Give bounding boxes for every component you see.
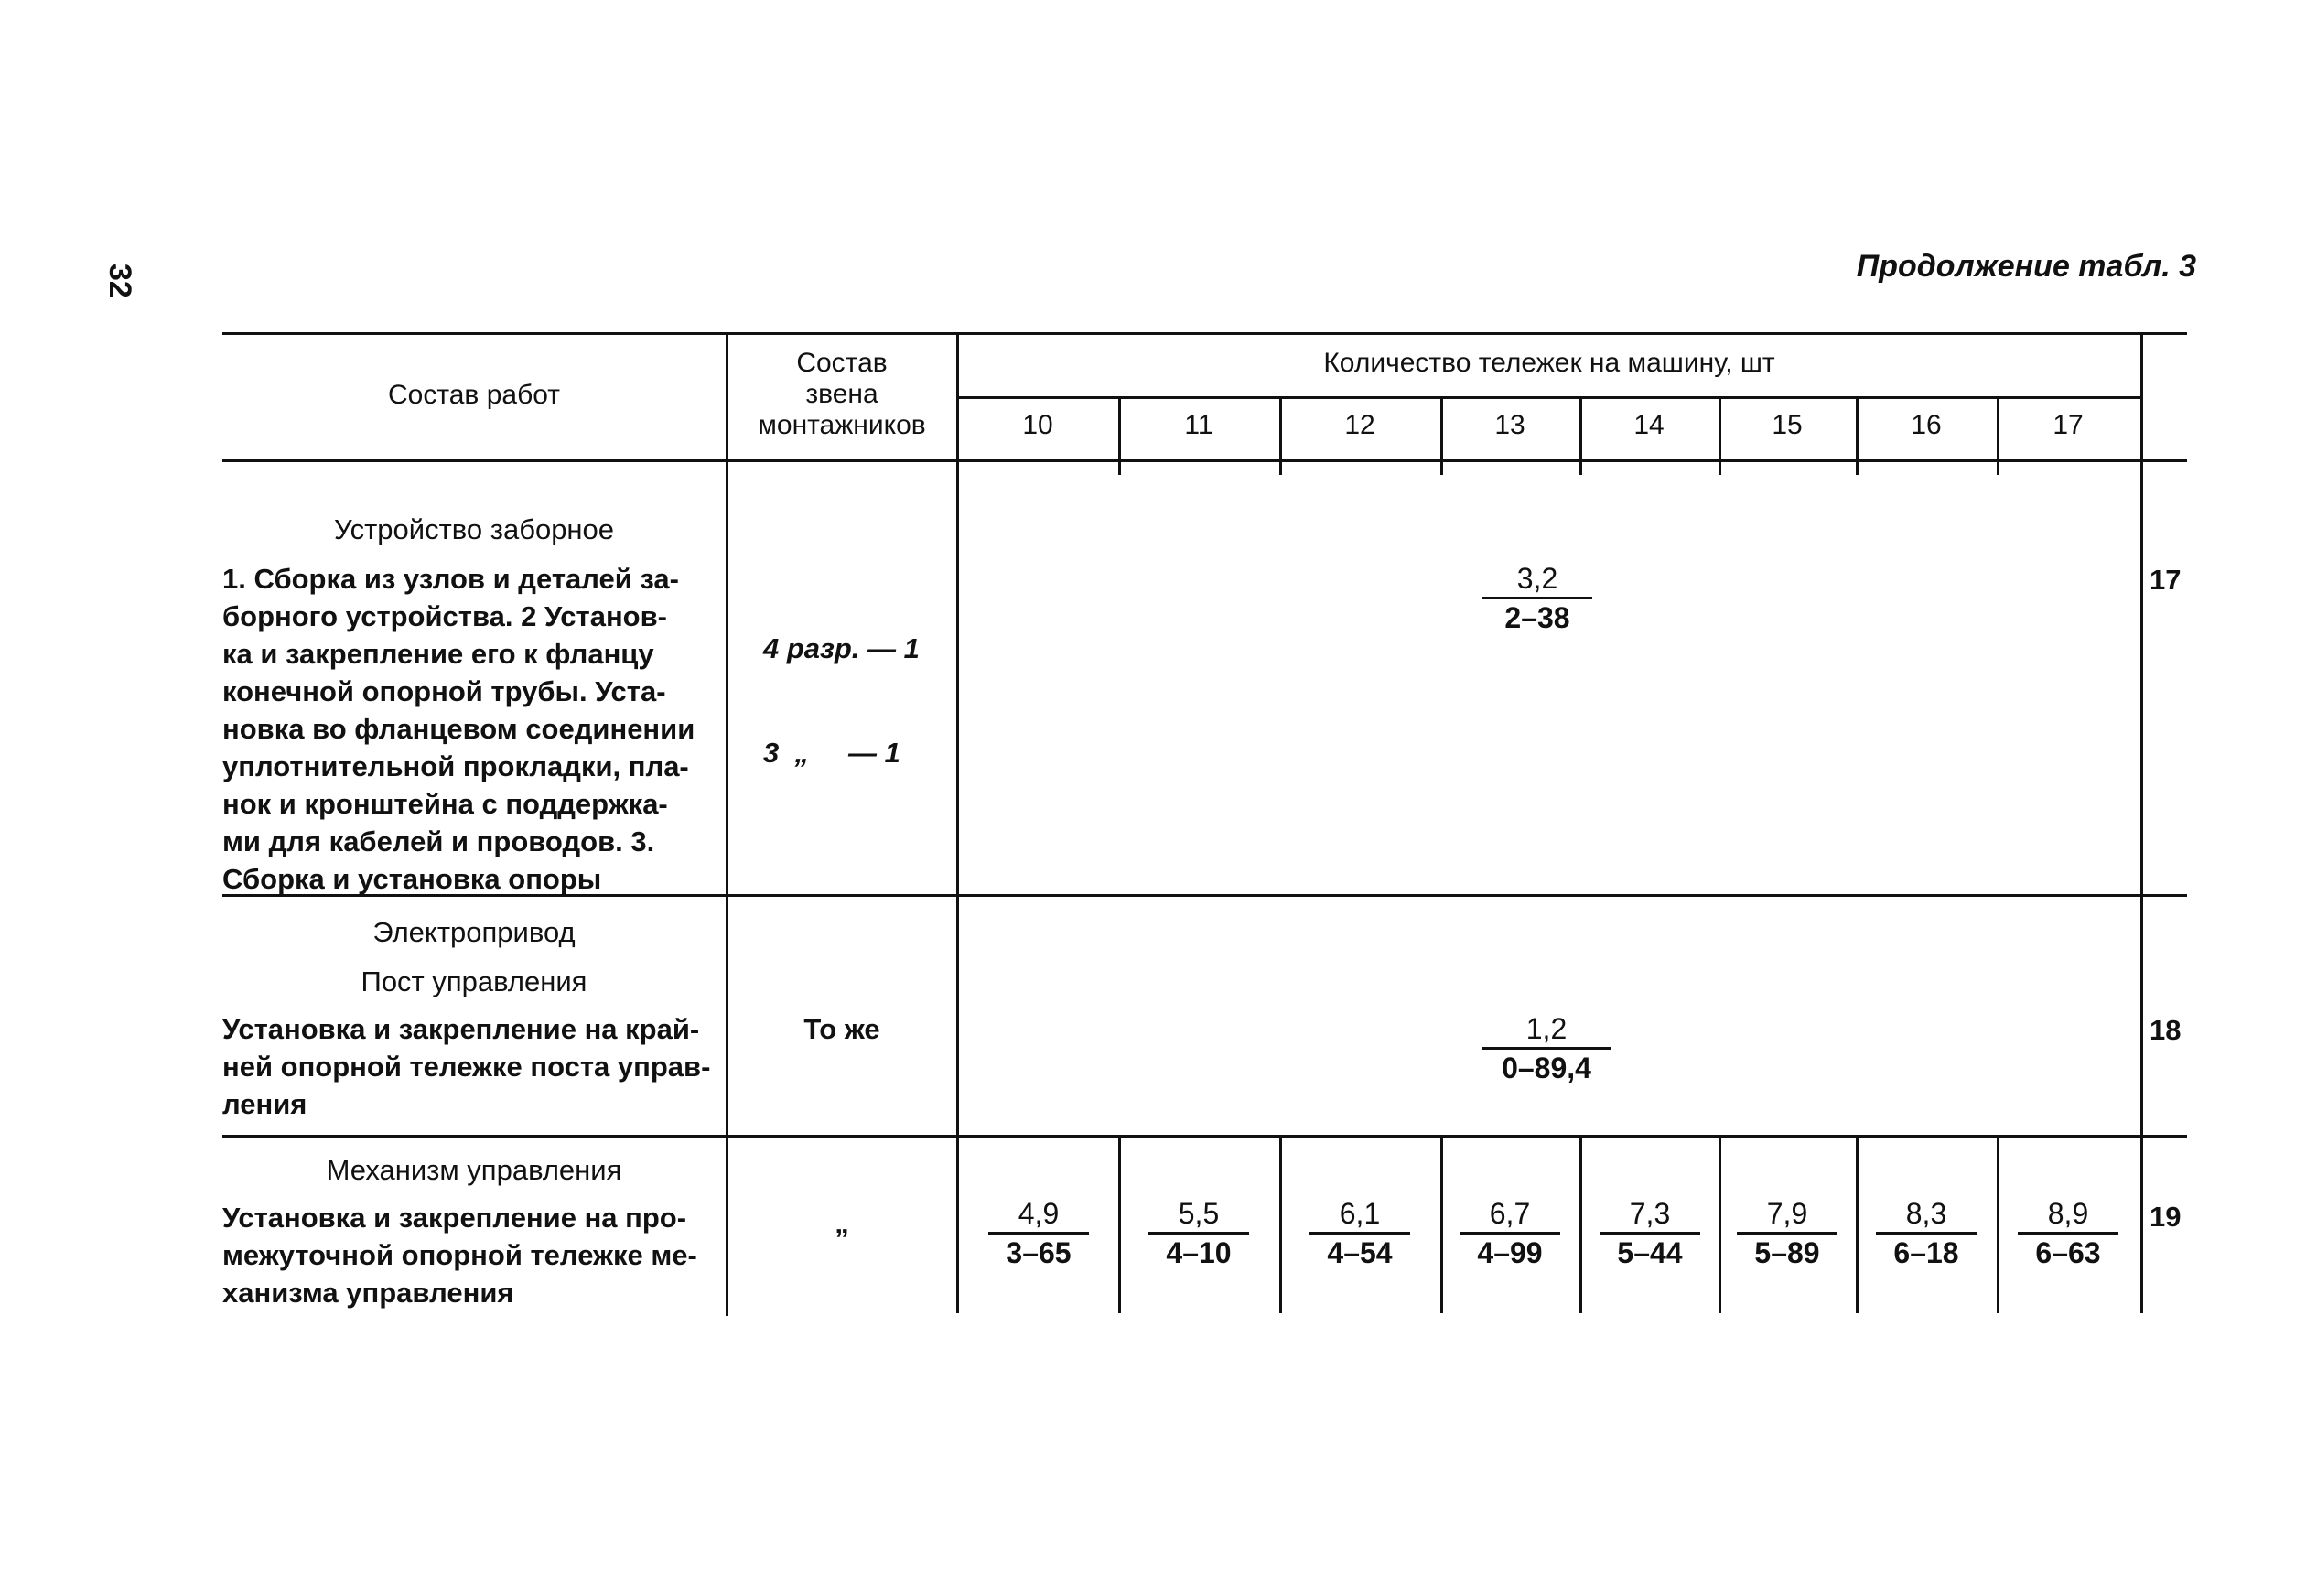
price-value: 4–10	[1166, 1236, 1232, 1269]
description-line: ления	[222, 1088, 307, 1120]
crew-composition	[763, 562, 920, 805]
time-norm-value: 8,3	[1876, 1195, 1977, 1235]
row19-col-sep	[1279, 1135, 1282, 1313]
header-number: 16	[1911, 410, 1942, 440]
price-value: 6–18	[1893, 1236, 1959, 1269]
norm-fraction	[1482, 1010, 1611, 1086]
norm-fraction	[1600, 1195, 1700, 1271]
row19-col-sep	[1118, 1135, 1121, 1313]
description-line: борного устройства. 2 Установ-	[222, 600, 667, 632]
work-description	[222, 560, 721, 898]
time-norm-value: 5,5	[1148, 1195, 1249, 1235]
row-number: 19	[2150, 1201, 2182, 1233]
header-bottom-rule	[222, 459, 2187, 462]
row19-col-sep	[1440, 1135, 1443, 1313]
price-value: 4–54	[1327, 1236, 1393, 1269]
header-number: 14	[1633, 410, 1665, 440]
description-line: ка и закрепление его к фланцу	[222, 638, 654, 670]
row-number: 17	[2150, 564, 2182, 596]
price-value: 6–63	[2035, 1236, 2101, 1269]
header-work-composition: Состав работ	[387, 380, 561, 410]
col-divider-right	[2140, 332, 2143, 1313]
header-inner-rule	[956, 396, 2140, 399]
description-line: новка во фланцевом соединении	[222, 713, 695, 745]
header-quantity: Количество тележек на машину, шт	[1323, 348, 1775, 378]
header-crew-line1: Состав	[796, 348, 888, 378]
price-value: 5–44	[1617, 1236, 1683, 1269]
time-norm-value: 4,9	[988, 1195, 1089, 1235]
work-description	[222, 1199, 721, 1311]
crew-composition: То же	[803, 1013, 880, 1045]
time-norm-value: 7,3	[1600, 1195, 1700, 1235]
price-value: 0–89,4	[1502, 1051, 1591, 1084]
row19-col-sep	[1579, 1135, 1582, 1313]
norm-fraction	[1460, 1195, 1560, 1271]
header-col-sep	[1279, 396, 1282, 475]
time-norm-value: 3,2	[1482, 560, 1592, 599]
description-line: уплотнительной прокладки, пла-	[222, 750, 689, 782]
col-divider-crew	[956, 332, 959, 1313]
norm-fraction	[1737, 1195, 1837, 1271]
norm-fraction	[1482, 560, 1592, 636]
time-norm-value: 6,7	[1460, 1195, 1560, 1235]
section-title: Механизм управления	[326, 1154, 622, 1186]
header-col-sep	[1118, 396, 1121, 475]
row-number: 18	[2150, 1014, 2182, 1046]
description-line: нок и кронштейна с поддержка-	[222, 788, 668, 820]
col-divider-work	[726, 332, 728, 1316]
description-line: ми для кабелей и проводов. 3.	[222, 825, 655, 857]
price-value: 3–65	[1006, 1236, 1072, 1269]
description-line: Сборка и установка опоры	[222, 863, 602, 895]
description-line: 1. Сборка из узлов и деталей за-	[222, 563, 679, 595]
header-number: 10	[1022, 410, 1053, 440]
header-crew-line3: монтажников	[758, 410, 926, 440]
header-number: 17	[2053, 410, 2084, 440]
price-value: 4–99	[1477, 1236, 1543, 1269]
price-value: 5–89	[1754, 1236, 1820, 1269]
price-value: 2–38	[1504, 601, 1570, 634]
description-line: Установка и закрепление на про-	[222, 1202, 687, 1234]
norm-fraction	[1148, 1195, 1249, 1271]
norm-fraction	[1876, 1195, 1977, 1271]
crew-composition: „	[835, 1207, 849, 1239]
row19-col-sep	[1856, 1135, 1859, 1313]
description-line: Установка и закрепление на край-	[222, 1013, 700, 1045]
page-number: 32	[102, 264, 137, 298]
section-title: Устройство заборное	[333, 513, 615, 545]
time-norm-value: 6,1	[1309, 1195, 1410, 1235]
description-line: ханизма управления	[222, 1277, 514, 1309]
row19-col-sep	[1997, 1135, 1999, 1313]
section-title: Электропривод	[372, 916, 576, 948]
time-norm-value: 7,9	[1737, 1195, 1837, 1235]
crew-line: 4 разр. — 1	[763, 632, 920, 664]
norm-fraction	[1309, 1195, 1410, 1271]
time-norm-value: 8,9	[2018, 1195, 2118, 1235]
description-line: ней опорной тележке поста управ-	[222, 1051, 711, 1083]
norm-fraction	[2018, 1195, 2118, 1271]
table-top-rule	[222, 332, 2187, 335]
header-number: 11	[1184, 410, 1213, 440]
header-crew-line2: звена	[805, 379, 878, 409]
description-line: межуточной опорной тележке ме-	[222, 1239, 697, 1271]
time-norm-value: 1,2	[1482, 1010, 1611, 1050]
header-number: 13	[1494, 410, 1525, 440]
row19-col-sep	[1719, 1135, 1721, 1313]
norm-fraction	[988, 1195, 1089, 1271]
header-number: 12	[1344, 410, 1375, 440]
row-divider-2	[222, 1135, 2187, 1138]
work-description	[222, 1010, 721, 1123]
table-continuation-title: Продолжение табл. 3	[1856, 249, 2196, 284]
description-line: конечной опорной трубы. Уста-	[222, 675, 666, 707]
crew-line: 3 „ — 1	[763, 737, 900, 769]
header-number: 15	[1772, 410, 1803, 440]
subsection-title: Пост управления	[361, 965, 587, 998]
